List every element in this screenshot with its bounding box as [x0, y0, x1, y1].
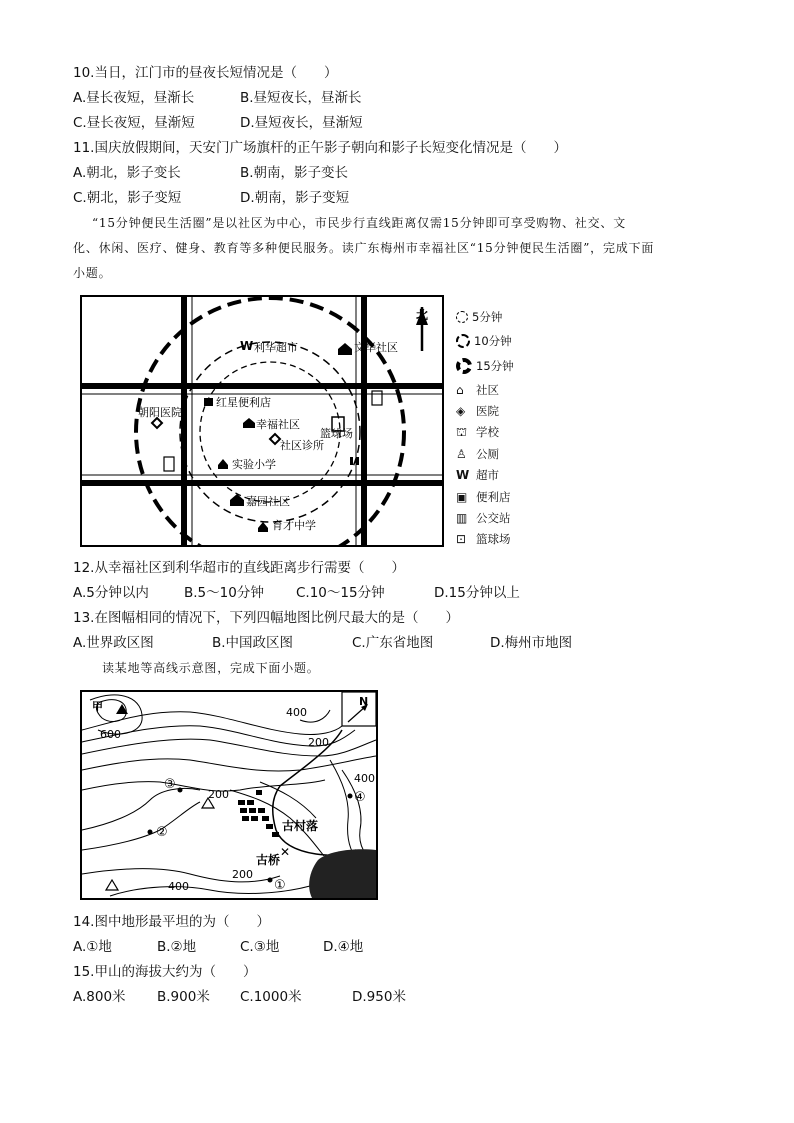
legend-court: ⊡ 篮球场: [456, 532, 511, 546]
label-yucai: 育才中学: [272, 519, 316, 532]
legend-5min: 5分钟: [456, 309, 502, 325]
q12-option-d[interactable]: D.15分钟以上: [434, 585, 520, 601]
contour-label-200a: 200: [308, 736, 329, 749]
q15-option-d[interactable]: D.950米: [352, 989, 406, 1005]
label-jiayuan: 嘉园社区: [246, 495, 290, 508]
q13-option-d[interactable]: D.梅州市地图: [490, 635, 573, 651]
contour-label-200c: 200: [232, 868, 253, 881]
legend-hospital: ◈ 医院: [456, 404, 499, 418]
point-3: ③: [164, 777, 176, 792]
point-1: ①: [274, 878, 286, 893]
legend-community: ⌂ 社区: [456, 383, 499, 397]
q12-option-b[interactable]: B.5～10分钟: [184, 585, 264, 601]
legend-supermarket: W 超市: [456, 468, 499, 482]
label-chaoyang: 朝阳医院: [138, 406, 182, 419]
legend-15min: 15分钟: [456, 358, 514, 374]
label-lihua: 利华超市: [254, 341, 298, 354]
q15-option-c[interactable]: C.1000米: [240, 989, 302, 1005]
q14-stem: 14.图中地形最平坦的为（ ）: [73, 914, 270, 930]
q11-option-b[interactable]: B.朝南，影子变长: [240, 165, 349, 181]
q15-option-b[interactable]: B.900米: [157, 989, 210, 1005]
peak-label-jia: 甲: [92, 700, 103, 713]
q11-option-a[interactable]: A.朝北，影子变长: [73, 165, 181, 181]
q11-option-d[interactable]: D.朝南，影子变短: [240, 190, 350, 206]
q11-option-c[interactable]: C.朝北，影子变短: [73, 190, 182, 206]
store-icon: [204, 398, 213, 406]
q13-option-b[interactable]: B.中国政区图: [212, 635, 294, 651]
q10-option-a[interactable]: A.昼长夜短，昼渐长: [73, 90, 195, 106]
intro2: 读某地等高线示意图，完成下面小题。: [102, 661, 320, 675]
q13-option-c[interactable]: C.广东省地图: [352, 635, 434, 651]
q12-option-a[interactable]: A.5分钟以内: [73, 585, 149, 601]
q10-option-b[interactable]: B.昼短夜长，昼渐长: [240, 90, 362, 106]
legend-store: ▣ 便利店: [456, 490, 511, 504]
legend-toilet: ♙ 公厕: [456, 447, 499, 461]
school-icon: ⛫: [456, 425, 468, 439]
compass-label: N: [359, 695, 369, 708]
q14-option-d[interactable]: D.④地: [323, 939, 364, 955]
legend-bus-stop: ▥ 公交站: [456, 511, 511, 525]
legend-school: ⛫ 学校: [456, 425, 499, 439]
intro1-line1: “15分钟便民生活圈”是以社区为中心，市民步行直线距离仅需15分钟即可享受购物、社交、文: [92, 216, 627, 230]
q14-option-b[interactable]: B.②地: [157, 939, 197, 955]
q10-option-d[interactable]: D.昼短夜长，昼渐短: [240, 115, 363, 131]
supermarket-icon: W: [456, 468, 470, 482]
hospital-icon: ◈: [456, 404, 466, 418]
contour-label-400b: 400: [354, 772, 375, 785]
q15-option-a[interactable]: A.800米: [73, 989, 126, 1005]
north-label: 北: [416, 308, 429, 322]
q11-stem: 11.国庆放假期间，天安门广场旗杆的正午影子朝向和影子长短变化情况是（ ）: [73, 140, 567, 156]
q12-stem: 12.从幸福社区到利华超市的直线距离步行需要（ ）: [73, 560, 405, 576]
intro1-line3: 小题。: [73, 266, 112, 280]
intro1-line2: 化、休闲、医疗、健身、教育等多种便民服务。读广东梅州市幸福社区“15分钟便民生活圈”，完成下面: [73, 241, 655, 255]
q10-option-c[interactable]: C.昼长夜短，昼渐短: [73, 115, 195, 131]
supermarket-icon: W: [240, 339, 254, 353]
q12-option-c[interactable]: C.10～15分钟: [296, 585, 385, 601]
q15-stem: 15.甲山的海拔大约为（ ）: [73, 964, 257, 980]
contour-label-400c: 400: [168, 880, 189, 893]
village-label: 古村落: [282, 819, 319, 833]
q13-stem: 13.在图幅相同的情况下，下列四幅地图比例尺最大的是（ ）: [73, 610, 459, 626]
bridge-icon: ✕: [280, 845, 291, 859]
label-xingfu: 幸福社区: [256, 418, 300, 431]
living-circle-map: [80, 295, 444, 547]
community-icon: ⌂: [456, 383, 464, 397]
point-2: ②: [156, 825, 168, 840]
q13-option-a[interactable]: A.世界政区图: [73, 635, 154, 651]
label-hongxing: 红星便利店: [216, 396, 271, 409]
label-shiyan: 实验小学: [232, 458, 276, 471]
contour-label-200b: 200: [208, 788, 229, 801]
store-icon: ▣: [456, 490, 468, 504]
label-wenhua: 文华社区: [354, 341, 398, 354]
legend-10min: 10分钟: [456, 333, 512, 349]
contour-map: [80, 690, 378, 900]
label-lanqiu: 篮球场: [320, 427, 353, 440]
q14-option-c[interactable]: C.③地: [240, 939, 280, 955]
contour-label-400a: 400: [286, 706, 307, 719]
q14-option-a[interactable]: A.①地: [73, 939, 112, 955]
toilet-icon: ♙: [456, 447, 467, 461]
q10-stem: 10.当日，江门市的昼夜长短情况是（ ）: [73, 65, 338, 81]
court-icon: ⊡: [456, 532, 467, 546]
bridge-label: 古桥: [256, 853, 281, 867]
point-4: ④: [354, 790, 366, 805]
bus-stop-icon: ▥: [456, 511, 468, 525]
label-zhensuo: 社区诊所: [280, 439, 324, 452]
contour-label-600: 600: [100, 728, 121, 741]
